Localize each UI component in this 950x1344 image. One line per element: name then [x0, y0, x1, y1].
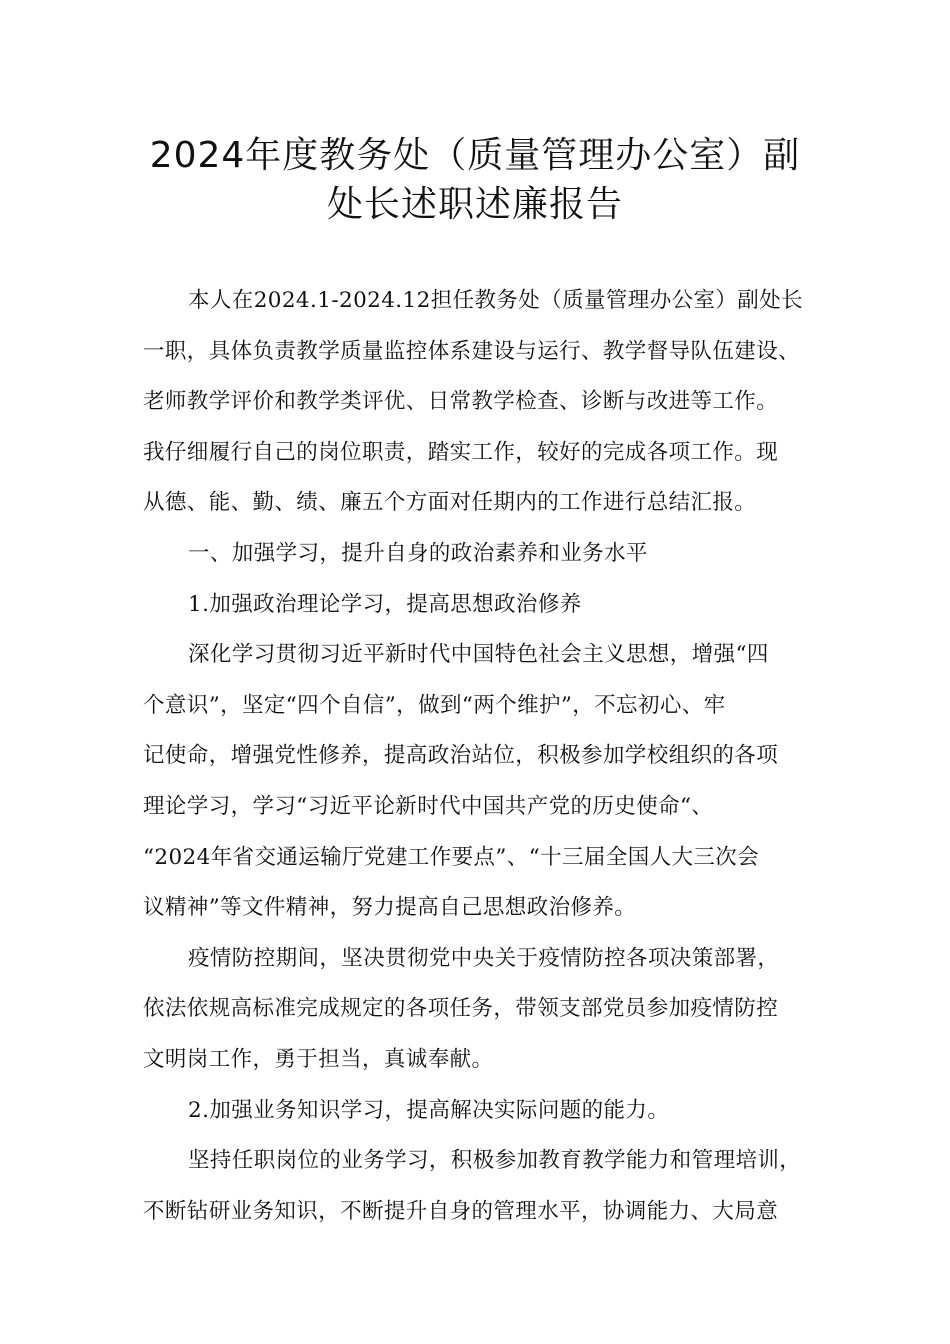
- body-line: 我仔细履行自己的岗位职责，踏实工作，较好的完成各项工作。现: [143, 439, 779, 465]
- document-title-line-2: 处长述职述廉报告: [326, 184, 623, 225]
- body-line: 文明岗工作，勇于担当，真诚奉献。: [143, 1046, 494, 1072]
- subsection-heading: 1.加强政治理论学习，提高思想政治修养: [188, 591, 582, 617]
- body-line: 本人在2024.1-2024.12担任教务处（质量管理办公室）副处长: [188, 288, 804, 313]
- body-line: 深化学习贯彻习近平新时代中国特色社会主义思想，增强“四: [188, 642, 769, 668]
- body-line: 依法依规高标准完成规定的各项任务，带领支部党员参加疫情防控: [143, 996, 779, 1022]
- body-line: 坚持任职岗位的业务学习，积极参加教育教学能力和管理培训，: [188, 1148, 802, 1174]
- body-line: 议精神”等文件精神，努力提高自己思想政治修养。: [143, 895, 637, 921]
- document-title-line-1: 2024年度教务处（质量管理办公室）副: [149, 135, 801, 176]
- body-line: 从德、能、勤、绩、廉五个方面对任期内的工作进行总结汇报。: [143, 490, 757, 516]
- body-line: 疫情防控期间，坚决贯彻党中央关于疫情防控各项决策部署，: [188, 945, 780, 971]
- body-line: 记使命，增强党性修养，提高政治站位，积极参加学校组织的各项: [143, 743, 779, 769]
- subsection-heading: 2.加强业务知识学习，提高解决实际问题的能力。: [188, 1097, 670, 1123]
- body-line: “2024年省交通运输厅党建工作要点”、“十三届全国人大三次会: [143, 844, 760, 870]
- body-line: 理论学习，学习“习近平论新时代中国共产党的历史使命“、: [143, 793, 714, 819]
- section-heading: 一、加强学习，提升自身的政治素养和业务水平: [188, 540, 648, 566]
- body-line: 老师教学评价和教学类评优、日常教学检查、诊断与改进等工作。: [143, 389, 779, 415]
- body-line: 一职，具体负责教学质量监控体系建设与运行、教学督导队伍建设、: [143, 338, 801, 364]
- body-line: 不断钻研业务知识，不断提升自身的管理水平，协调能力、大局意: [143, 1198, 779, 1224]
- document-body: [143, 276, 823, 1237]
- body-line: 个意识”，坚定“四个自信”，做到“两个维护”，不忘初心、牢: [143, 692, 726, 718]
